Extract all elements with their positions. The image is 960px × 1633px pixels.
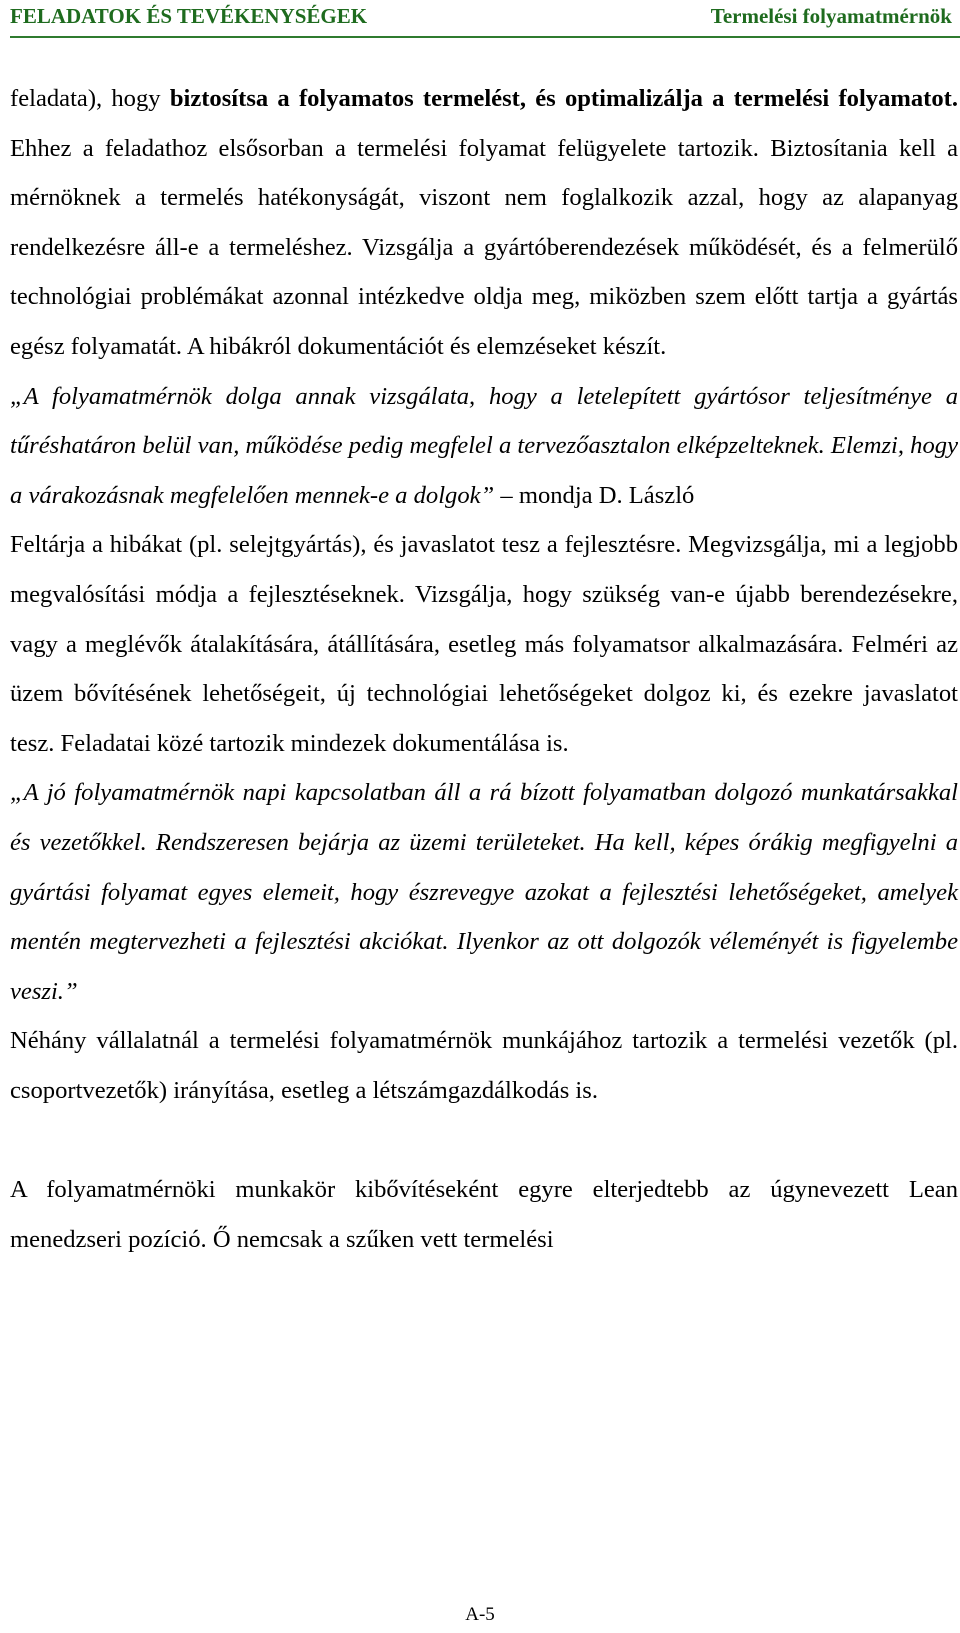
quote-attribution: – mondja D. László [494,481,695,509]
quote-process-engineer [10,372,958,521]
page-header [10,0,960,38]
page-number: A-5 [465,1604,495,1625]
quote-good-engineer: „A jó folyamatmérnök napi kapcsolatban áll a rá bízott folyamatban dolgozó munkatársakkal és vezetőkkel. Rendszeresen bejárja az üzemi területeket. Ha kell, képes órákig megfigyelni a gyártási folyamat egyes elemeit, hogy észrevegye azokat a fejlesztési lehetőségeket, amelyek mentén megtervezheti a fejlesztési akciókat. Ilyenkor az ott dolgozók véleményét is figyelembe veszi.” [10,779,958,1005]
paragraph-spacer [10,1115,958,1165]
paragraph-tasks [10,74,958,372]
quote-text: „A folyamatmérnök dolga annak vizsgálata, hogy a letelepített gyártósor teljesítménye a tűréshatáron belül van, működése pedig megfelel a tervezőasztalon elképzelteknek. Elemzi, hogy a várakozásnak megfelelően mennek-e a dolgok” [10,382,958,509]
document-body [10,74,958,1264]
paragraph-management: Néhány vállalatnál a termelési folyamatmérnök munkájához tartozik a termelési vezetők (pl. csoportvezetők) irányítása, esetleg a létszámgazdálkodás is. [10,1027,958,1104]
paragraph-tasks-rest: Ehhez a feladathoz elsősorban a termelési folyamat felügyelete tartozik. Biztosítania kell a mérnöknek a termelés hatékonyságát, viszont nem foglalkozik azzal, hogy az alapanyag rendelkezésre áll-e a termeléshez. Vizsgálja a gyártóberendezések működését, és a felmerülő technológiai problémákat azonnal intézkedve oldja meg, miközben szem előtt tartja a gyártás egész folyamatát. A hibákról dokumentációt és elemzéseket készít. [10,134,958,360]
paragraph-tasks-start: feladata), hogy [10,85,170,112]
header-document-title: Termelési folyamatmérnök [710,4,952,28]
header-section-title: FELADATOK ÉS TEVÉKENYSÉGEK [10,4,368,28]
paragraph-tasks-emphasis: biztosítsa a folyamatos termelést, és optimalizálja a termelési folyamatot. [169,85,959,112]
paragraph-lean-manager: A folyamatmérnöki munkakör kibővítéseként egyre elterjedtebb az úgynevezett Lean menedzseri pozíció. Ő nemcsak a szűken vett termelési [10,1176,958,1253]
paragraph-improvements: Feltárja a hibákat (pl. selejtgyártás), és javaslatot tesz a fejlesztésre. Megvizsgálja, mi a legjobb megvalósítási módja a fejlesztéseknek. Vizsgálja, hogy szükség van-e újabb berendezésekre, vagy a meglévők átalakítására, átállítására, esetleg más folyamatsor alkalmazására. Felméri az üzem bővítésének lehetőségeit, új technológiai lehetőségeket dolgoz ki, és ezekre javaslatot tesz. Feladatai közé tartozik mindezek dokumentálása is. [10,531,958,757]
